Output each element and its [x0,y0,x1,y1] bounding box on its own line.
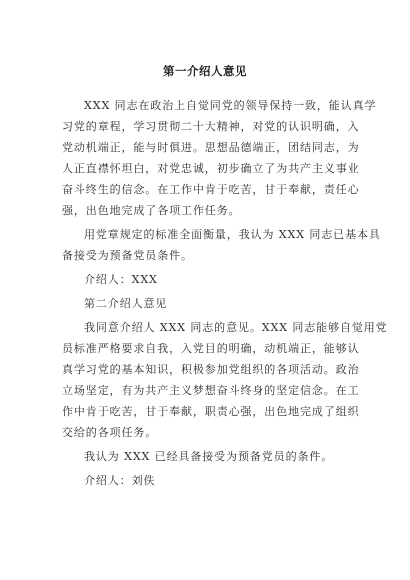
paragraph-line: 党动机端正，能与时俱进。思想品德端正，团结同志，为 [62,141,360,154]
paragraph-line: 作中肯于吃苦，甘于奉献，职责心强，出色地完成了组织 [62,405,360,418]
paragraph-line: 立场坚定，有为共产主义梦想奋斗终身的坚定信念。在工 [62,384,360,397]
introducer-signature: 介绍人：XXX [84,273,158,286]
paragraph-line: 用党章规定的标准全面衡量，我认为 XXX 同志已基本具 [84,228,381,241]
paragraph-line: XXX 同志在政治上自觉同党的领导保持一致，能认真学 [84,99,377,112]
paragraph-line: 交给的各项任务。 [62,426,158,439]
paragraph-line: 人正直襟怀坦白，对党忠诚，初步确立了为共产主义事业 [62,162,360,175]
introducer-signature: 介绍人：刘佚 [84,474,156,487]
paragraph-line: 我认为 XXX 已经具备接受为预备党员的条件。 [84,450,334,463]
document-title: 第一介绍人意见 [163,64,247,78]
paragraph-line: 强，出色地完成了各项工作任务。 [62,204,241,217]
paragraph-line: 习党的章程，学习贯彻二十大精神，对党的认识明确，入 [62,120,360,133]
section-heading: 第二介绍人意见 [84,297,168,310]
paragraph-line: 真学习党的基本知识，积极参加党组织的各项活动。政治 [62,363,360,376]
paragraph-line: 员标准严格要求自我，入党目的明确，动机端正，能够认 [62,342,360,355]
paragraph-line: 奋斗终生的信念。在工作中肯于吃苦，甘于奉献，责任心 [62,183,360,196]
paragraph-line: 我同意介绍人 XXX 同志的意见。XXX 同志能够自觉用党 [84,321,388,334]
paragraph-line: 备接受为预备党员条件。 [62,249,193,262]
